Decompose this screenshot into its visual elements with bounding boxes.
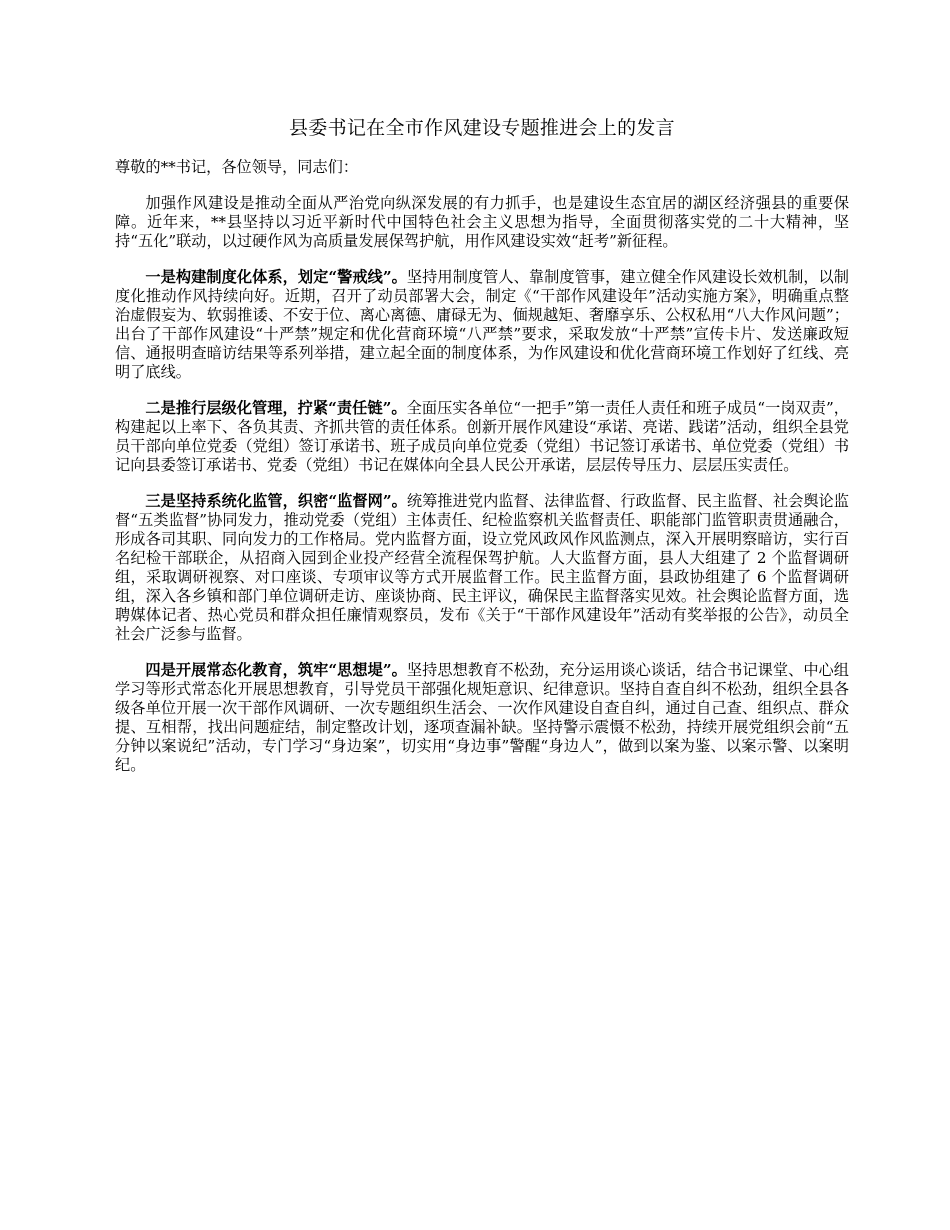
- document-title: 县委书记在全市作风建设专题推进会上的发言: [288, 117, 675, 139]
- section-lead-4: 四是开展常态化教育，筑牢“思想堤”。: [145, 661, 407, 679]
- section-lead-1: 一是构建制度化体系，划定“警戒线”。: [145, 268, 407, 286]
- salutation: 尊敬的**书记，各位领导，同志们：: [115, 158, 358, 176]
- section-body-4: 坚持思想教育不松劲，充分运用谈心谈话，结合书记课堂、中心组学习等形式常态化开展思想教育，引导党员干部强化规矩意识、纪律意识。坚持自查自纠不松劲，组织全县各级各单位开展一次干部作风调研、一次专题组织生活会、一次作风建设自查自纠，通过自己查、组织点、群众提、互相帮，找出问题症结，制定整改计划，逐项查漏补缺。坚持警示震慑不松劲，持续开展党组织会前“五分钟以案说纪”活动，专门学习“身边案”，切实用“身边事”警醒“身边人”，做到以案为鉴、以案示警、以案明纪。: [115, 661, 849, 774]
- document-body: [115, 114, 849, 792]
- section-lead-2: 二是推行层级化管理，拧紧“责任链”。: [145, 399, 407, 417]
- section-paragraph-2: [115, 399, 849, 475]
- section-body-2: 全面压实各单位“一把手”第一责任人责任和班子成员“一岗双责”，构建起以上率下、各负其责、齐抓共管的责任体系。创新开展作风建设“承诺、亮诺、践诺”活动，组织全县党员干部向单位党委（党组）签订承诺书、班子成员向单位党委（党组）书记签订承诺书、单位党委（党组）书记向县委签订承诺书、党委（党组）书记在媒体向全县人民公开承诺，层层传导压力、层层压实责任。: [115, 399, 849, 474]
- section-body-3: 统筹推进党内监督、法律监督、行政监督、民主监督、社会舆论监督“五类监督”协同发力，推动党委（党组）主体责任、纪检监察机关监督责任、职能部门监管职责贯通融合，形成各司其职、同向发力的工作格局。党内监督方面，设立党风政风作风监测点，深入开展明察暗访，实行百名纪检干部联企，从招商入园到企业投产经营全流程保驾护航。人大监督方面，县人大组建了 2 个监督调研组，采取调研视察、对口座谈、专项审议等方式开展监督工作。民主监督方面，县政协组建了 6 个监督调研组，深入各乡镇和部门单位调研走访、座谈协商、民主评议，确保民主监督落实见效。社会舆论监督方面，选聘媒体记者、热心党员和群众担任廉情观察员，发布《关于“干部作风建设年”活动有奖举报的公告》，动员全社会广泛参与监督。: [115, 492, 849, 643]
- intro-paragraph: 加强作风建设是推动全面从严治党向纵深发展的有力抓手，也是建设生态宜居的湖区经济强县的重要保障。近年来，**县坚持以习近平新时代中国特色社会主义思想为指导，全面贯彻落实党的二十大精神，坚持“五化”联动，以过硬作风为高质量发展保驾护航，用作风建设实效“赶考”新征程。: [115, 194, 849, 250]
- section-paragraph-4: [115, 661, 849, 775]
- section-paragraph-3: [115, 492, 849, 644]
- section-lead-3: 三是坚持系统化监管，织密“监督网”。: [145, 492, 407, 510]
- section-body-1: 坚持用制度管人、靠制度管事，建立健全作风建设长效机制，以制度化推动作风持续向好。近期，召开了动员部署大会，制定《“干部作风建设年”活动实施方案》，明确重点整治虚假妄为、软弱推诿、不安于位、离心离德、庸碌无为、偭规越矩、奢靡享乐、公权私用“八大作风问题”；出台了干部作风建设“十严禁”规定和优化营商环境“八严禁”要求，采取发放“十严禁”宣传卡片、发送廉政短信、通报明查暗访结果等系列举措，建立起全面的制度体系，为作风建设和优化营商环境工作划好了红线、亮明了底线。: [115, 268, 849, 381]
- section-paragraph-1: [115, 268, 849, 382]
